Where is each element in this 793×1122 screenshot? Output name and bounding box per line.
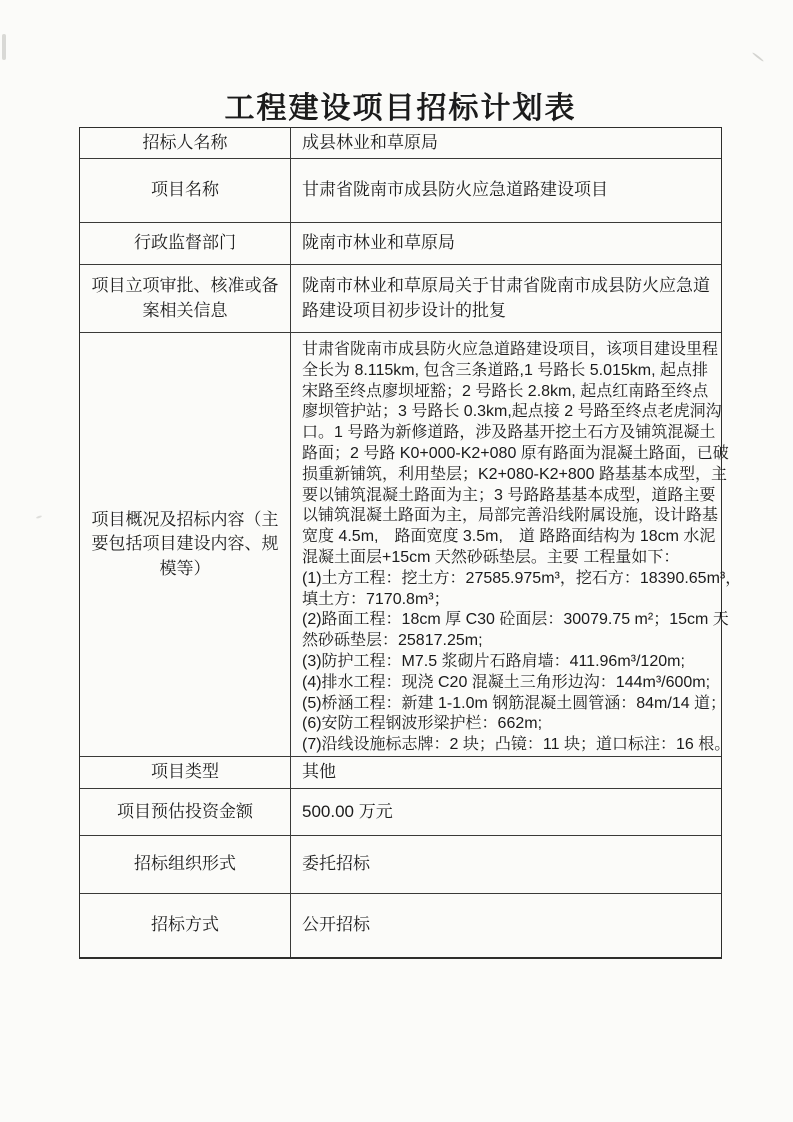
scan-artifact (36, 515, 42, 519)
row-label: 项目立项审批、核准或备案相关信息 (80, 265, 291, 332)
overview-line: 混凝土面层+15cm 天然砂砾垫层。主要 工程量如下： (302, 548, 680, 566)
row-label: 项目名称 (80, 159, 291, 222)
overview-line: 宋路至终点廖坝垭豁；2 号路长 2.8km, 起点红南路至终点 (302, 382, 709, 400)
row-label: 项目预估投资金额 (80, 789, 291, 835)
row-value: 成县林业和草原局 (302, 132, 438, 152)
row-label: 招标人名称 (80, 128, 291, 158)
overview-line: 宽度 4.5m, 路面宽度 3.5m, 道 路路面结构为 18cm 水泥 (302, 528, 716, 546)
table-row-supervising-department (80, 223, 721, 265)
overview-line: 要以铺筑混凝土路面为主；3 号路路基基本成型，道路主要 (302, 486, 716, 504)
overview-line: 廖坝管护站；3 号路长 0.3km,起点接 2 号路至终点老虎洞沟 (302, 403, 722, 421)
overview-line: (5)桥涵工程：新建 1-1.0m 钢筋混凝土圆管涵：84m/14 道； (302, 694, 727, 712)
overview-line: (2)路面工程：18cm 厚 C30 砼面层：30079.75 m²；15cm 天 (302, 611, 729, 629)
row-value: 500.00 万元 (302, 801, 393, 821)
row-label: 行政监督部门 (80, 223, 291, 264)
scan-artifact (752, 52, 764, 62)
row-value: 委托招标 (302, 854, 370, 874)
overview-line: (3)防护工程：M7.5 浆砌片石路肩墙：411.96m³/120m; (302, 652, 685, 670)
table-row-estimated-investment (80, 789, 721, 836)
table-row-project-name (80, 159, 721, 223)
scan-artifact (2, 34, 6, 60)
overview-line: (1)土方工程：挖土方：27585.975m³，挖石方：18390.65m³， (302, 569, 742, 587)
overview-line: 全长为 8.115km, 包含三条道路,1 号路长 5.015km, 起点排 (302, 361, 709, 379)
table-row-bidding-method (80, 894, 721, 957)
row-label: 项目概况及招标内容（主要包括项目建设内容、规模等） (80, 333, 291, 756)
overview-line: 甘肃省陇南市成县防火应急道路建设项目，该项目建设里程 (302, 341, 719, 358)
row-value: 甘肃省陇南市成县防火应急道路建设项目 (302, 180, 608, 200)
row-label: 招标组织形式 (80, 836, 291, 893)
overview-line: (4)排水工程：现浇 C20 混凝土三角形边沟：144m³/600m; (302, 673, 711, 691)
row-label: 招标方式 (80, 894, 291, 957)
overview-line: 填土方：7170.8m³； (302, 590, 450, 608)
row-label: 项目类型 (80, 757, 291, 788)
overview-line: 口。1 号路为新修道路，涉及路基开挖土石方及铺筑混凝土 (302, 424, 716, 442)
row-value: 其他 (302, 762, 336, 782)
table-row-approval-info (80, 265, 721, 333)
overview-line: 然砂砾垫层：25817.25m; (302, 632, 483, 650)
overview-line: (6)安防工程钢波形梁护栏：662m; (302, 715, 543, 733)
table-row-tenderer-name (80, 128, 721, 159)
table-row-project-type (80, 757, 721, 789)
row-value: 陇南市林业和草原局关于甘肃省陇南市成县防火应急道路建设项目初步设计的批复 (302, 275, 710, 320)
overview-line: (7)沿线设施标志牌：2 块；凸镜：11 块；道口标注：16 根。 (302, 736, 731, 754)
overview-line: 以铺筑混凝土路面为主，局部完善沿线附属设施，设计路基 (302, 507, 719, 525)
bidding-plan-table (79, 127, 742, 959)
row-value: 陇南市林业和草原局 (302, 233, 455, 253)
overview-line: 路面；2 号路 K0+000-K2+080 原有路面为混凝土路面，已破 (302, 444, 729, 462)
overview-line: 损重新铺筑，利用垫层；K2+080-K2+800 路基基本成型，主 (302, 465, 727, 483)
row-value: 公开招标 (302, 915, 370, 935)
row-value-multiline (291, 333, 749, 756)
table-row-bidding-organization-form (80, 836, 721, 894)
table-row-project-overview (80, 333, 742, 757)
document-title: 工程建设项目招标计划表 (224, 92, 577, 125)
